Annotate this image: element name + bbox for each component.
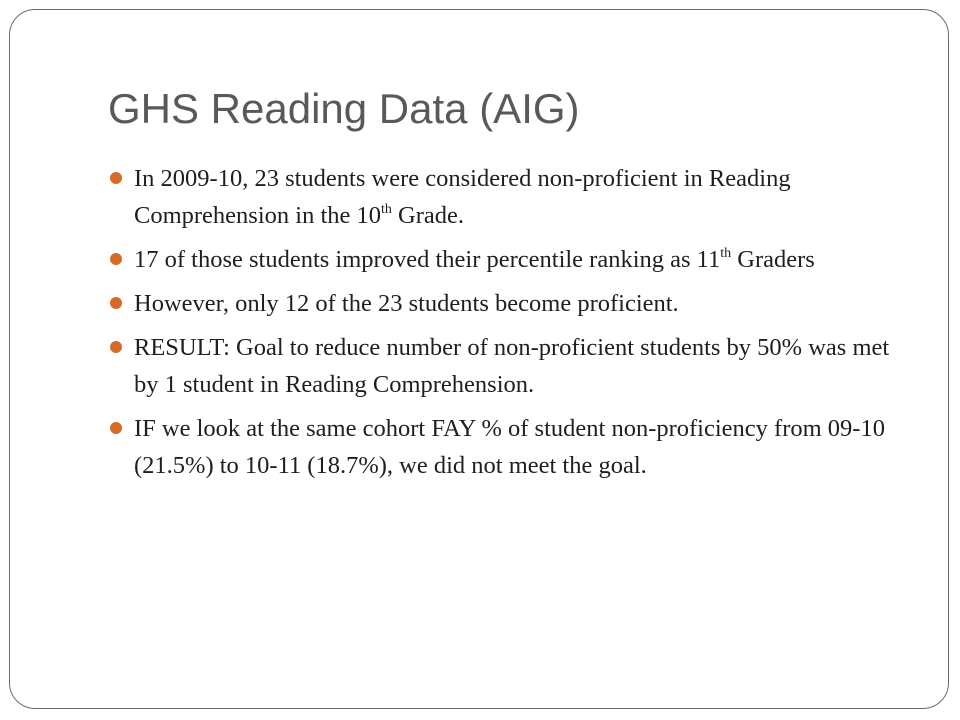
bullet-text-end: Grade. — [391, 202, 465, 229]
bullet-item — [108, 329, 908, 403]
bullet-text: 17 of those students improved their percentile ranking as 11 — [134, 246, 721, 273]
bullet-dot-icon — [110, 172, 122, 184]
bullet-dot-icon — [110, 341, 122, 353]
bullet-text: In 2009-10, 23 students were considered non-proficient in Reading Comprehension in the 10 — [134, 165, 791, 229]
bullet-text-end: Graders — [731, 246, 815, 273]
bullet-text: IF we look at the same cohort FAY % of student non-proficiency from 09-10 (21.5%) to 10-11 (18.7%), we did not meet the goal. — [134, 415, 885, 479]
bullet-text: RESULT: Goal to reduce number of non-proficient students by 50% was met by 1 student in Reading Comprehension. — [134, 334, 890, 398]
ordinal-suffix: th — [720, 246, 732, 261]
bullet-list — [108, 160, 908, 484]
bullet-item — [108, 410, 908, 484]
bullet-item — [108, 241, 908, 278]
bullet-dot-icon — [110, 297, 122, 309]
bullet-dot-icon — [110, 422, 122, 434]
ordinal-suffix: th — [381, 202, 392, 217]
bullet-item — [108, 160, 908, 234]
bullet-text: However, only 12 of the 23 students become proficient. — [134, 290, 679, 317]
bullet-dot-icon — [110, 253, 122, 265]
bullet-item — [108, 285, 908, 322]
slide-title: GHS Reading Data (AIG) — [108, 85, 580, 132]
